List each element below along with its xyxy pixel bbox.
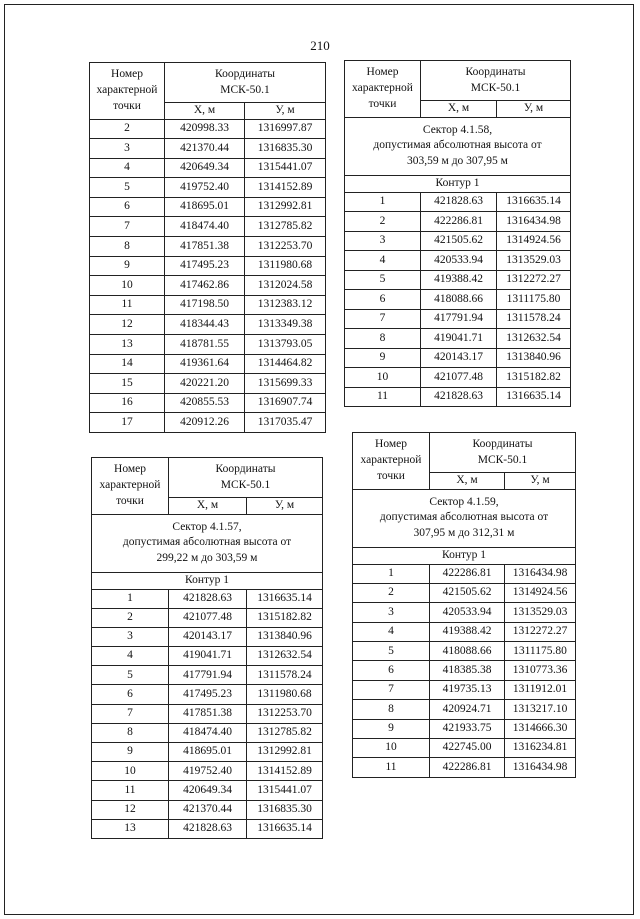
y-coordinate-cell: 1314464.82 [245,354,326,374]
point-number-cell: 8 [92,723,169,742]
point-number-header: Номер характерной точки [92,458,169,515]
y-coordinate-cell: 1312253.70 [247,704,323,723]
point-number-cell: 13 [90,335,165,355]
x-coordinate-cell: 418385.38 [430,661,505,680]
table-row [92,800,323,819]
point-number-cell: 5 [90,178,165,198]
x-coordinate-cell: 417791.94 [421,309,497,329]
table-row [90,393,326,413]
point-number-cell: 11 [345,387,421,407]
x-column-header: X, м [421,101,497,118]
y-coordinate-cell: 1314666.30 [505,719,576,738]
point-number-cell: 9 [92,743,169,762]
table-row [353,680,576,699]
point-number-cell: 5 [92,666,169,685]
x-coordinate-cell: 421828.63 [169,819,247,838]
y-coordinate-cell: 1312024.58 [245,276,326,296]
coordinates-header: Координаты МСК-50.1 [421,61,571,101]
y-coordinate-cell: 1311912.01 [505,680,576,699]
x-coordinate-cell: 422286.81 [430,758,505,777]
x-coordinate-cell: 419752.40 [169,762,247,781]
table-row [353,642,576,661]
table-row [90,354,326,374]
x-coordinate-cell: 421077.48 [421,368,497,388]
x-coordinate-cell: 417198.50 [165,295,245,315]
x-coordinate-cell: 418088.66 [430,642,505,661]
page-number: 210 [310,38,330,53]
y-coordinate-cell: 1317035.47 [245,413,326,433]
coordinates-table-b [91,457,323,839]
point-number-cell: 12 [92,800,169,819]
y-coordinate-cell: 1316835.30 [245,139,326,159]
x-coordinate-cell: 418781.55 [165,335,245,355]
y-coordinate-cell: 1311578.24 [247,666,323,685]
table-row [353,661,576,680]
x-coordinate-cell: 421828.63 [421,192,497,212]
x-coordinate-cell: 420649.34 [169,781,247,800]
y-coordinate-cell: 1316635.14 [497,387,571,407]
y-coordinate-cell: 1312992.81 [247,743,323,762]
x-coordinate-cell: 417851.38 [165,237,245,257]
x-coordinate-cell: 420143.17 [421,348,497,368]
point-number-cell: 3 [345,231,421,251]
table-row [353,739,576,758]
y-coordinate-cell: 1312272.27 [505,622,576,641]
x-coordinate-cell: 421370.44 [169,800,247,819]
x-coordinate-cell: 418474.40 [169,723,247,742]
y-coordinate-cell: 1312992.81 [245,197,326,217]
x-coordinate-cell: 420912.26 [165,413,245,433]
table-row [92,589,323,608]
table-row [92,743,323,762]
coordinates-header: Координаты МСК-50.1 [165,63,326,103]
y-coordinate-cell: 1313349.38 [245,315,326,335]
point-number-cell: 17 [90,413,165,433]
x-coordinate-cell: 420649.34 [165,158,245,178]
x-column-header: X, м [169,498,247,515]
point-number-cell: 1 [345,192,421,212]
point-number-cell: 2 [92,608,169,627]
x-coordinate-cell: 417791.94 [169,666,247,685]
y-coordinate-cell: 1312632.54 [497,329,571,349]
table-row [353,603,576,622]
table-row [90,276,326,296]
x-coordinate-cell: 420855.53 [165,393,245,413]
table-row [90,217,326,237]
point-number-cell: 10 [92,762,169,781]
table-row [90,374,326,394]
point-number-cell: 8 [353,700,430,719]
y-coordinate-cell: 1311578.24 [497,309,571,329]
y-column-header: У, м [245,103,326,120]
table-row [90,335,326,355]
point-number-cell: 4 [353,622,430,641]
x-coordinate-cell: 417462.86 [165,276,245,296]
x-coordinate-cell: 420533.94 [430,603,505,622]
y-coordinate-cell: 1315182.82 [247,608,323,627]
table-row [90,256,326,276]
point-number-cell: 5 [353,642,430,661]
point-number-cell: 6 [345,290,421,310]
y-coordinate-cell: 1316434.98 [505,758,576,777]
point-number-cell: 5 [345,270,421,290]
y-coordinate-cell: 1316907.74 [245,393,326,413]
y-coordinate-cell: 1312272.27 [497,270,571,290]
x-coordinate-cell: 419361.64 [165,354,245,374]
x-coordinate-cell: 422745.00 [430,739,505,758]
x-coordinate-cell: 420924.71 [430,700,505,719]
table-row [345,212,571,232]
point-number-cell: 2 [353,583,430,602]
y-column-header: У, м [505,473,576,490]
table-row [353,700,576,719]
table-row [353,622,576,641]
table-row [345,309,571,329]
table-row [353,758,576,777]
table-row [90,158,326,178]
coordinates-header: Координаты МСК-50.1 [430,433,576,473]
point-number-cell: 10 [90,276,165,296]
table-row [90,315,326,335]
y-coordinate-cell: 1316434.98 [497,212,571,232]
y-coordinate-cell: 1313217.10 [505,700,576,719]
y-coordinate-cell: 1312383.12 [245,295,326,315]
coordinates-header: Координаты МСК-50.1 [169,458,323,498]
y-coordinate-cell: 1311175.80 [505,642,576,661]
x-coordinate-cell: 421077.48 [169,608,247,627]
sector-caption: Сектор 4.1.58, допустимая абсолютная высота от 303,59 м до 307,95 м [345,117,571,175]
sector-caption: Сектор 4.1.57, допустимая абсолютная высота от 299,22 м до 303,59 м [92,514,323,572]
x-coordinate-cell: 418695.01 [169,743,247,762]
point-number-cell: 3 [92,627,169,646]
table-row [345,329,571,349]
table-row [92,608,323,627]
point-number-cell: 8 [345,329,421,349]
y-coordinate-cell: 1315441.07 [245,158,326,178]
x-coordinate-cell: 422286.81 [430,564,505,583]
x-coordinate-cell: 419735.13 [430,680,505,699]
y-coordinate-cell: 1314924.56 [497,231,571,251]
y-coordinate-cell: 1316635.14 [247,589,323,608]
y-coordinate-cell: 1316997.87 [245,119,326,139]
table-row [345,290,571,310]
y-coordinate-cell: 1316835.30 [247,800,323,819]
y-coordinate-cell: 1312785.82 [247,723,323,742]
point-number-cell: 8 [90,237,165,257]
y-coordinate-cell: 1316234.81 [505,739,576,758]
point-number-cell: 1 [92,589,169,608]
table-row [92,819,323,838]
y-coordinate-cell: 1316635.14 [497,192,571,212]
x-coordinate-cell: 417495.23 [169,685,247,704]
table-row [345,251,571,271]
x-coordinate-cell: 417851.38 [169,704,247,723]
x-coordinate-cell: 419388.42 [421,270,497,290]
table-row [353,564,576,583]
point-number-cell: 9 [90,256,165,276]
y-coordinate-cell: 1315182.82 [497,368,571,388]
table-row [345,387,571,407]
point-number-cell: 15 [90,374,165,394]
y-coordinate-cell: 1312253.70 [245,237,326,257]
y-coordinate-cell: 1313840.96 [247,627,323,646]
y-coordinate-cell: 1316635.14 [247,819,323,838]
table-row [92,685,323,704]
table-row [345,270,571,290]
point-number-cell: 6 [353,661,430,680]
x-coordinate-cell: 421370.44 [165,139,245,159]
x-coordinate-cell: 421933.75 [430,719,505,738]
x-coordinate-cell: 419752.40 [165,178,245,198]
table-row [345,192,571,212]
point-number-cell: 7 [345,309,421,329]
x-coordinate-cell: 419041.71 [421,329,497,349]
point-number-cell: 14 [90,354,165,374]
y-coordinate-cell: 1314924.56 [505,583,576,602]
point-number-cell: 12 [90,315,165,335]
point-number-cell: 6 [92,685,169,704]
point-number-cell: 1 [353,564,430,583]
point-number-header: Номер характерной точки [90,63,165,120]
point-number-header: Номер характерной точки [345,61,421,118]
y-coordinate-cell: 1312785.82 [245,217,326,237]
point-number-header: Номер характерной точки [353,433,430,490]
y-coordinate-cell: 1313529.03 [505,603,576,622]
table-row [92,781,323,800]
point-number-cell: 4 [90,158,165,178]
y-coordinate-cell: 1313840.96 [497,348,571,368]
point-number-cell: 2 [345,212,421,232]
x-coordinate-cell: 422286.81 [421,212,497,232]
table-row [353,583,576,602]
x-coordinate-cell: 420533.94 [421,251,497,271]
coordinates-table-a [89,62,326,433]
x-coordinate-cell: 419041.71 [169,647,247,666]
contour-label: Контур 1 [92,572,323,589]
table-row [353,719,576,738]
x-coordinate-cell: 418344.43 [165,315,245,335]
point-number-cell: 6 [90,197,165,217]
x-coordinate-cell: 417495.23 [165,256,245,276]
point-number-cell: 4 [345,251,421,271]
x-coordinate-cell: 421828.63 [421,387,497,407]
y-coordinate-cell: 1311175.80 [497,290,571,310]
table-row [90,197,326,217]
table-row [90,413,326,433]
y-coordinate-cell: 1311980.68 [245,256,326,276]
table-row [90,295,326,315]
x-coordinate-cell: 418695.01 [165,197,245,217]
x-coordinate-cell: 418474.40 [165,217,245,237]
point-number-cell: 2 [90,119,165,139]
table-row [92,723,323,742]
table-row [92,762,323,781]
coordinates-table-c [344,60,571,407]
table-row [90,237,326,257]
x-coordinate-cell: 421505.62 [421,231,497,251]
x-coordinate-cell: 421828.63 [169,589,247,608]
y-coordinate-cell: 1311980.68 [247,685,323,704]
table-row [345,231,571,251]
y-coordinate-cell: 1312632.54 [247,647,323,666]
table-row [90,119,326,139]
y-coordinate-cell: 1315699.33 [245,374,326,394]
point-number-cell: 11 [353,758,430,777]
table-row [92,704,323,723]
y-coordinate-cell: 1314152.89 [247,762,323,781]
point-number-cell: 16 [90,393,165,413]
contour-label: Контур 1 [353,547,576,564]
point-number-cell: 3 [353,603,430,622]
x-coordinate-cell: 420998.33 [165,119,245,139]
table-row [90,139,326,159]
point-number-cell: 9 [345,348,421,368]
y-column-header: У, м [497,101,571,118]
x-column-header: X, м [430,473,505,490]
table-row [92,647,323,666]
point-number-cell: 7 [90,217,165,237]
point-number-cell: 13 [92,819,169,838]
contour-label: Контур 1 [345,175,571,192]
x-coordinate-cell: 420221.20 [165,374,245,394]
point-number-cell: 11 [90,295,165,315]
y-column-header: У, м [247,498,323,515]
y-coordinate-cell: 1315441.07 [247,781,323,800]
x-coordinate-cell: 421505.62 [430,583,505,602]
y-coordinate-cell: 1313793.05 [245,335,326,355]
x-column-header: X, м [165,103,245,120]
y-coordinate-cell: 1310773.36 [505,661,576,680]
point-number-cell: 3 [90,139,165,159]
point-number-cell: 4 [92,647,169,666]
point-number-cell: 7 [92,704,169,723]
table-row [90,178,326,198]
point-number-cell: 10 [353,739,430,758]
coordinates-table-d [352,432,576,778]
y-coordinate-cell: 1314152.89 [245,178,326,198]
table-row [92,627,323,646]
point-number-cell: 7 [353,680,430,699]
sector-caption: Сектор 4.1.59, допустимая абсолютная высота от 307,95 м до 312,31 м [353,489,576,547]
point-number-cell: 9 [353,719,430,738]
table-row [92,666,323,685]
x-coordinate-cell: 420143.17 [169,627,247,646]
x-coordinate-cell: 418088.66 [421,290,497,310]
point-number-cell: 11 [92,781,169,800]
y-coordinate-cell: 1313529.03 [497,251,571,271]
point-number-cell: 10 [345,368,421,388]
table-row [345,368,571,388]
x-coordinate-cell: 419388.42 [430,622,505,641]
y-coordinate-cell: 1316434.98 [505,564,576,583]
table-row [345,348,571,368]
